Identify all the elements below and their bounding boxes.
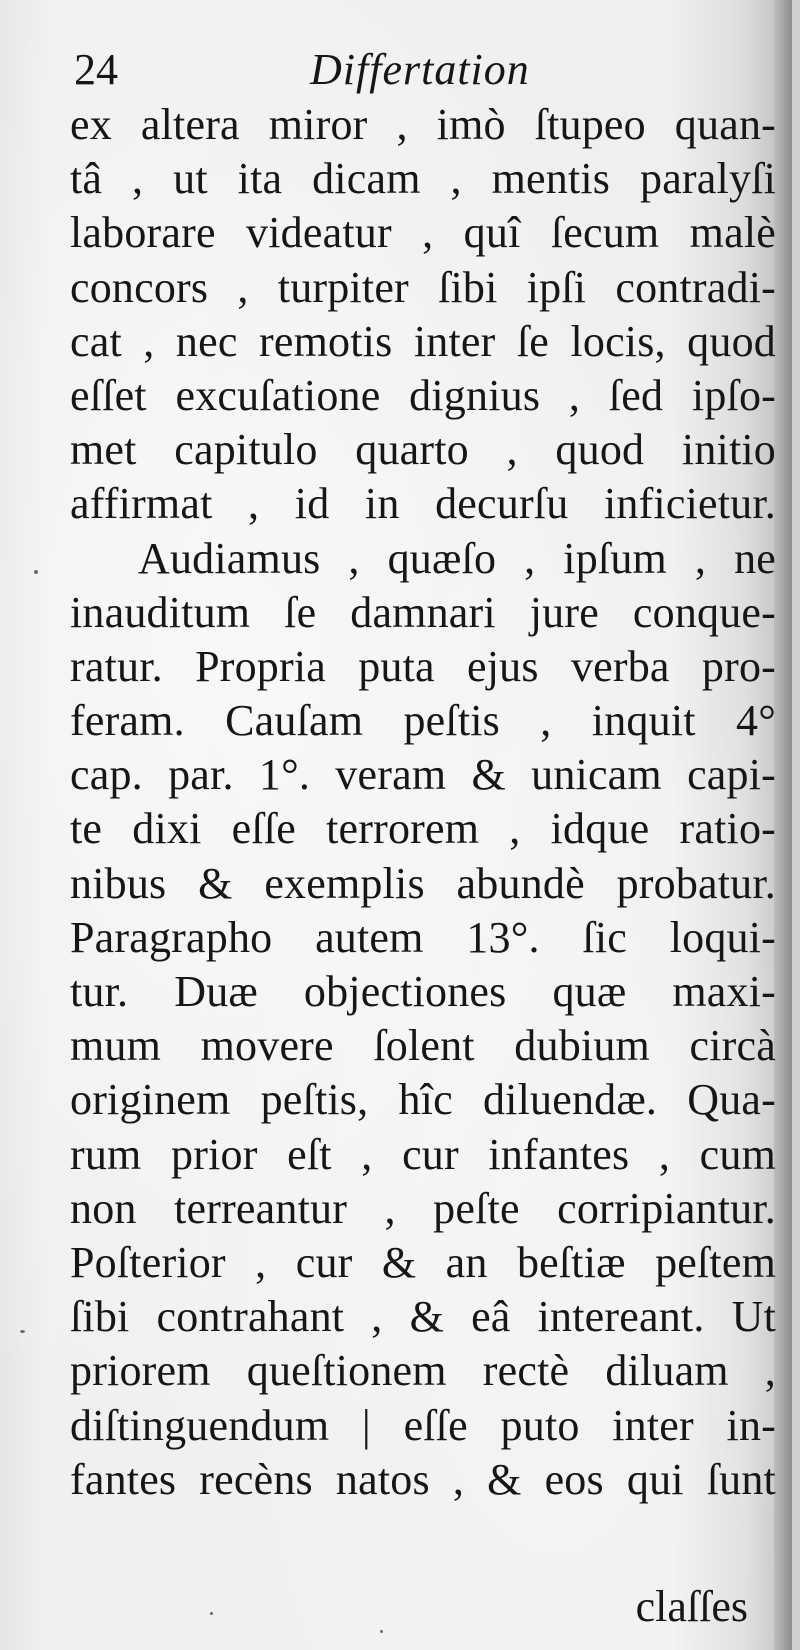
text-line: ex altera miror , imò ſtupeo quan-	[70, 100, 776, 149]
text-line: rum prior eſt , cur infantes , cum	[70, 1129, 776, 1179]
text-line: ratur. Propria puta ejus verba pro-	[70, 641, 776, 691]
text-line: inauditum ſe damnari jure conque-	[70, 587, 776, 637]
text-line: te dixi eſſe terrorem , idque ratio-	[70, 804, 776, 854]
text-line: mum movere ſolent dubium circà	[70, 1021, 776, 1071]
text-line: tâ , ut ita dicam , mentis paralyſi	[70, 154, 776, 204]
page-number: 24	[74, 45, 118, 94]
paragraph-start-line: Audiamus , quæſo , ipſum , ne	[138, 533, 776, 583]
ink-speck	[210, 1612, 213, 1615]
text-line: non terreantur , peſte corripiantur.	[70, 1183, 776, 1233]
text-line: laborare videatur , quî ſecum malè	[70, 208, 776, 258]
text-line: diſtinguendum | eſſe puto inter in-	[70, 1400, 776, 1450]
ink-speck	[380, 1630, 383, 1633]
text-line: Poſterior , cur & an beſtiæ peſtem	[70, 1237, 776, 1287]
catchword: claſſes	[635, 1582, 748, 1631]
text-line: concors , turpiter ſibi ipſi contradi-	[70, 262, 776, 312]
text-line: eſſet excuſatione dignius , ſed ipſo-	[70, 370, 776, 420]
running-title: Differtation	[310, 45, 530, 94]
text-line: tur. Duæ objectiones quæ maxi-	[70, 967, 776, 1016]
text-line: feram. Cauſam peſtis , inquit 4°	[70, 696, 776, 746]
text-line: Paragrapho autem 13°. ſic loqui-	[70, 912, 776, 962]
ink-speck	[20, 1330, 25, 1333]
page-gutter-shadow	[774, 0, 792, 1650]
text-line: fantes recèns natos , & eos qui ſunt	[70, 1454, 776, 1504]
text-line: priorem queſtionem rectè diluam ,	[70, 1346, 776, 1396]
running-head	[0, 40, 780, 100]
text-line: cat , nec remotis inter ſe locis, quod	[70, 316, 776, 366]
text-line: cap. par. 1°. veram & unicam capi-	[70, 750, 776, 800]
text-line: affirmat , id in decurſu inficietur.	[70, 479, 776, 529]
text-line: nibus & exemplis abundè probatur.	[70, 858, 776, 908]
text-line: originem peſtis, hîc diluendæ. Qua-	[70, 1075, 776, 1125]
ink-speck	[34, 570, 38, 574]
body-text	[70, 98, 776, 1507]
text-line: ſibi contrahant , & eâ intereant. Ut	[70, 1292, 776, 1342]
text-line: met capitulo quarto , quod initio	[70, 425, 776, 475]
